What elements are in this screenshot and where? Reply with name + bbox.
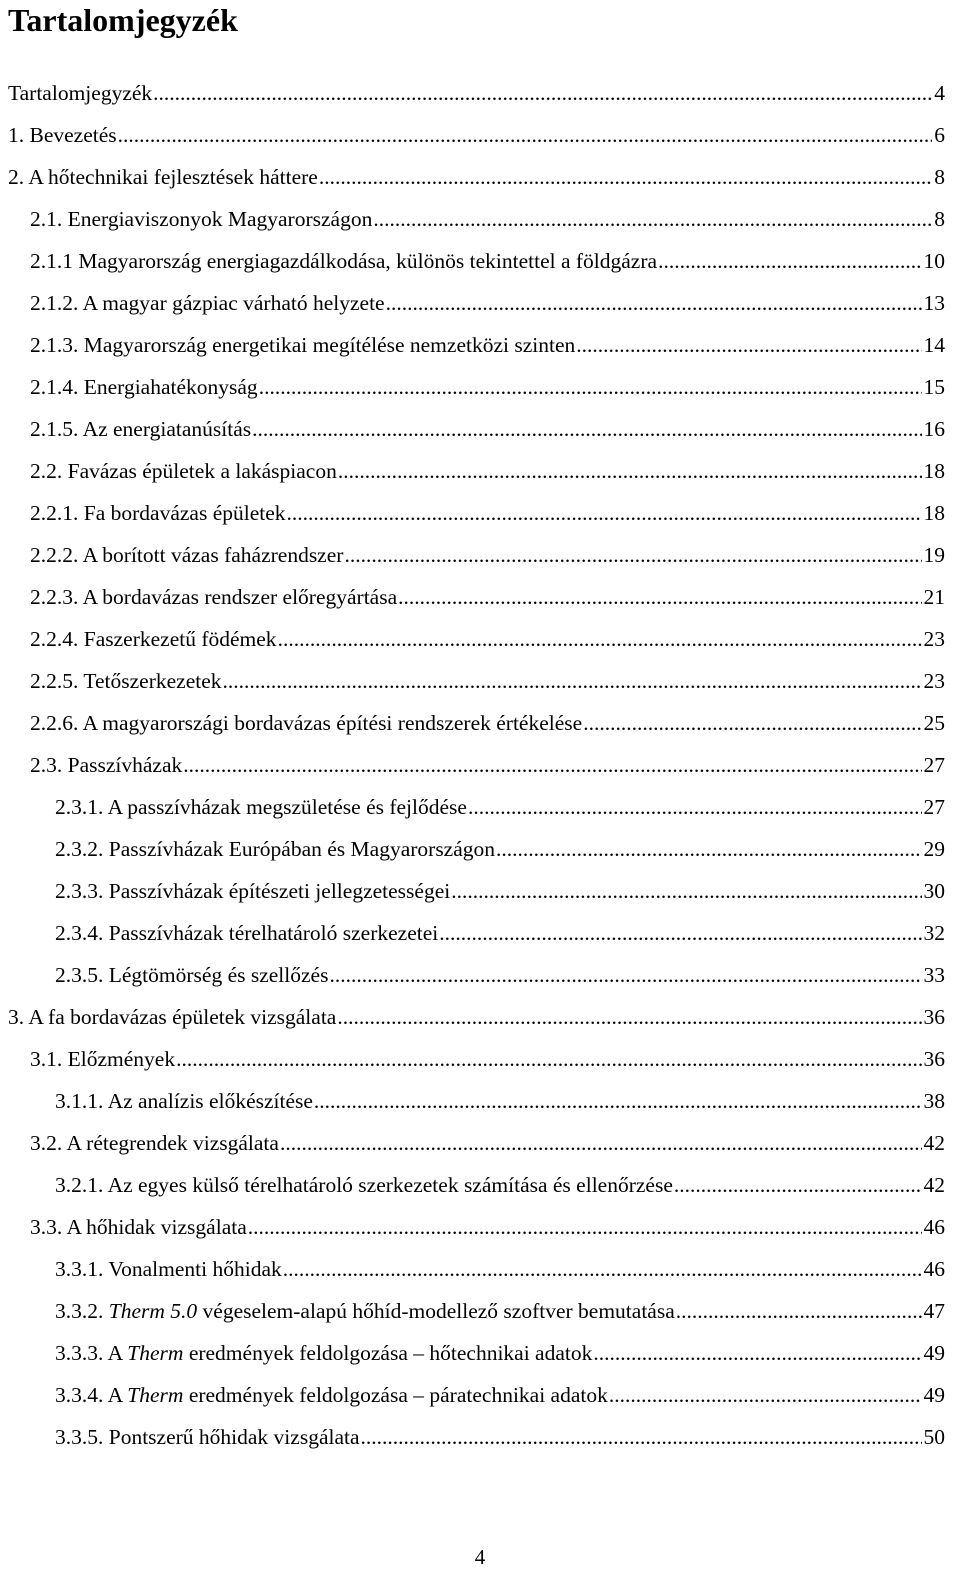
toc-entry[interactable]	[30, 245, 945, 277]
toc-entry-page: 50	[923, 1425, 945, 1449]
toc-entry-page: 42	[923, 1131, 945, 1155]
toc-entry-page: 6	[934, 123, 945, 147]
toc-leader-dots	[583, 707, 921, 739]
toc-leader-dots	[183, 749, 921, 781]
toc-leader-dots	[344, 539, 921, 571]
toc-entry[interactable]	[8, 161, 945, 193]
toc-entry[interactable]	[30, 287, 945, 319]
toc-leader-dots	[338, 455, 922, 487]
toc-entry-label: 3. A fa bordavázas épületek vizsgálata	[8, 1005, 337, 1029]
toc-entry[interactable]	[30, 1127, 945, 1159]
toc-entry[interactable]	[55, 959, 945, 991]
toc-entry-label: 3.3.5. Pontszerű hőhidak vizsgálata	[55, 1425, 360, 1449]
toc-entry-label: 2.3.2. Passzívházak Európában és Magyarországon	[55, 837, 496, 861]
toc-entry-page: 27	[923, 795, 945, 819]
toc-entry-label: 2.3.4. Passzívházak térelhatároló szerkezetei	[55, 921, 439, 945]
toc-entry-label: 2.3.5. Légtömörség és szellőzés	[55, 963, 329, 987]
toc-entry-page: 25	[923, 711, 945, 735]
toc-entry-page: 33	[923, 963, 945, 987]
toc-leader-dots	[287, 497, 922, 529]
toc-entry-label: 2.1.3. Magyarország energetikai megítélése nemzetközi szinten	[30, 333, 576, 357]
toc-entry-label: 2.2.1. Fa bordavázas épületek	[30, 501, 286, 525]
toc-leader-dots	[496, 833, 921, 865]
toc-entry-label: 2.2. Favázas épületek a lakáspiacon	[30, 459, 337, 483]
toc-entry-page: 15	[923, 375, 945, 399]
toc-leader-dots	[386, 287, 922, 319]
toc-entry[interactable]	[30, 665, 945, 697]
toc-entry-label: 3.3.3. A Therm eredmények feldolgozása – hőtechnikai adatok	[55, 1341, 593, 1365]
toc-entry-label: 3.3.2. Therm 5.0 végeselem-alapú hőhíd-modellező szoftver bemutatása	[55, 1299, 675, 1323]
toc-leader-dots	[118, 119, 933, 151]
toc-entry[interactable]	[30, 539, 945, 571]
toc-entry[interactable]	[30, 749, 945, 781]
toc-entry[interactable]	[30, 623, 945, 655]
toc-entry-page: 23	[923, 669, 945, 693]
toc-leader-dots	[361, 1421, 922, 1453]
toc-entry-page: 18	[923, 501, 945, 525]
footer-page-number: 4	[474, 1545, 486, 1569]
toc-entry-label: 3.1.1. Az analízis előkészítése	[55, 1089, 313, 1113]
toc-leader-dots	[259, 371, 922, 403]
toc-entry[interactable]	[30, 1211, 945, 1243]
toc-entry-page: 23	[923, 627, 945, 651]
toc-leader-dots	[658, 245, 921, 277]
toc-entry-page: 29	[923, 837, 945, 861]
toc-entry[interactable]	[30, 413, 945, 445]
toc-entry-page: 16	[923, 417, 945, 441]
toc-entry-page: 21	[923, 585, 945, 609]
toc-leader-dots	[176, 1043, 921, 1075]
toc-entry[interactable]	[55, 1379, 945, 1411]
toc-entry-page: 27	[923, 753, 945, 777]
toc-entry[interactable]	[30, 371, 945, 403]
toc-entry-label: 2.2.5. Tetőszerkezetek	[30, 669, 222, 693]
toc-entry[interactable]	[8, 77, 945, 109]
toc-leader-dots	[280, 1127, 922, 1159]
toc-leader-dots	[609, 1379, 922, 1411]
toc-entry[interactable]	[55, 1253, 945, 1285]
toc-entry-page: 14	[923, 333, 945, 357]
toc-entry-label: 2.1.5. Az energiatanúsítás	[30, 417, 252, 441]
page-title: Tartalomjegyzék	[8, 2, 238, 38]
toc-leader-dots	[314, 1085, 922, 1117]
toc-leader-dots	[373, 203, 932, 235]
toc-entry-label: 2.2.4. Faszerkezetű födémek	[30, 627, 277, 651]
toc-leader-dots	[676, 1295, 922, 1327]
toc-entry-label: 2.2.6. A magyarországi bordavázas építési rendszerek értékelése	[30, 711, 583, 735]
toc-entry-label: 2.1. Energiaviszonyok Magyarországon	[30, 207, 373, 231]
toc-entry[interactable]	[55, 1085, 945, 1117]
toc-entry[interactable]	[30, 707, 945, 739]
toc-leader-dots	[337, 1001, 921, 1033]
toc-leader-dots	[451, 875, 921, 907]
toc-leader-dots	[468, 791, 922, 823]
toc-leader-dots	[329, 959, 921, 991]
toc-entry-page: 18	[923, 459, 945, 483]
toc-entry-label: Tartalomjegyzék	[8, 81, 153, 105]
toc-leader-dots	[576, 329, 921, 361]
toc-entry-label: 3.1. Előzmények	[30, 1047, 176, 1071]
toc-entry[interactable]	[55, 1169, 945, 1201]
toc-entry-label: 1. Bevezetés	[8, 123, 117, 147]
toc-entry[interactable]	[55, 1421, 945, 1453]
toc-entry[interactable]	[55, 917, 945, 949]
toc-leader-dots	[439, 917, 921, 949]
toc-entry-page: 47	[923, 1299, 945, 1323]
toc-entry-page: 30	[923, 879, 945, 903]
toc-entry-page: 8	[934, 207, 945, 231]
toc-leader-dots	[252, 413, 921, 445]
toc-entry[interactable]	[8, 119, 945, 151]
toc-entry[interactable]	[30, 1043, 945, 1075]
toc-entry-page: 46	[923, 1215, 945, 1239]
toc-leader-dots	[248, 1211, 922, 1243]
toc-entry-page: 38	[923, 1089, 945, 1113]
toc-entry[interactable]	[55, 875, 945, 907]
toc-entry[interactable]	[30, 203, 945, 235]
toc-entry-page: 46	[923, 1257, 945, 1281]
toc-entry-page: 8	[934, 165, 945, 189]
toc-entry-page: 42	[923, 1173, 945, 1197]
toc-entry-label: 2.3.3. Passzívházak építészeti jellegzetességei	[55, 879, 451, 903]
toc-entry[interactable]	[30, 497, 945, 529]
toc-entry-label: 2.3. Passzívházak	[30, 753, 183, 777]
toc-leader-dots	[283, 1253, 922, 1285]
toc-entry-label: 2.1.4. Energiahatékonyság	[30, 375, 258, 399]
toc-entry[interactable]	[8, 1001, 945, 1033]
toc-entry-label: 3.3. A hőhidak vizsgálata	[30, 1215, 247, 1239]
toc-entry-label: 3.2. A rétegrendek vizsgálata	[30, 1131, 279, 1155]
toc-entry-page: 19	[923, 543, 945, 567]
toc-entry-page: 32	[923, 921, 945, 945]
toc-entry-page: 49	[923, 1341, 945, 1365]
toc-entry-page: 13	[923, 291, 945, 315]
toc-leader-dots	[153, 77, 932, 109]
toc-entry[interactable]	[30, 455, 945, 487]
toc-leader-dots	[223, 665, 922, 697]
toc-entry-page: 10	[923, 249, 945, 273]
toc-entry-page: 49	[923, 1383, 945, 1407]
toc-leader-dots	[278, 623, 922, 655]
toc-entry-label: 3.2.1. Az egyes külső térelhatároló szerkezetek számítása és ellenőrzése	[55, 1173, 673, 1197]
toc-entry[interactable]	[55, 1295, 945, 1327]
toc-leader-dots	[319, 161, 932, 193]
toc-entry-page: 4	[934, 81, 945, 105]
toc-entry-page: 36	[923, 1005, 945, 1029]
toc-leader-dots	[674, 1169, 922, 1201]
toc-entry[interactable]	[55, 1337, 945, 1369]
toc-entry-label: 2.2.3. A bordavázas rendszer előregyártása	[30, 585, 398, 609]
toc-entry-page: 36	[923, 1047, 945, 1071]
toc-entry-label: 2.1.2. A magyar gázpiac várható helyzete	[30, 291, 385, 315]
toc-entry[interactable]	[55, 833, 945, 865]
toc-entry[interactable]	[55, 791, 945, 823]
toc-entry-label: 2. A hőtechnikai fejlesztések háttere	[8, 165, 318, 189]
toc-entry-label: 3.3.4. A Therm eredmények feldolgozása – páratechnikai adatok	[55, 1383, 608, 1407]
toc-entry-label: 2.2.2. A borított vázas faházrendszer	[30, 543, 344, 567]
toc-entry-label: 2.3.1. A passzívházak megszületése és fejlődése	[55, 795, 467, 819]
toc-entry[interactable]	[30, 329, 945, 361]
toc-entry-label: 3.3.1. Vonalmenti hőhidak	[55, 1257, 282, 1281]
toc-entry-label: 2.1.1 Magyarország energiagazdálkodása, különös tekintettel a földgázra	[30, 249, 658, 273]
toc-entry[interactable]	[30, 581, 945, 613]
toc-leader-dots	[398, 581, 921, 613]
toc-leader-dots	[593, 1337, 921, 1369]
